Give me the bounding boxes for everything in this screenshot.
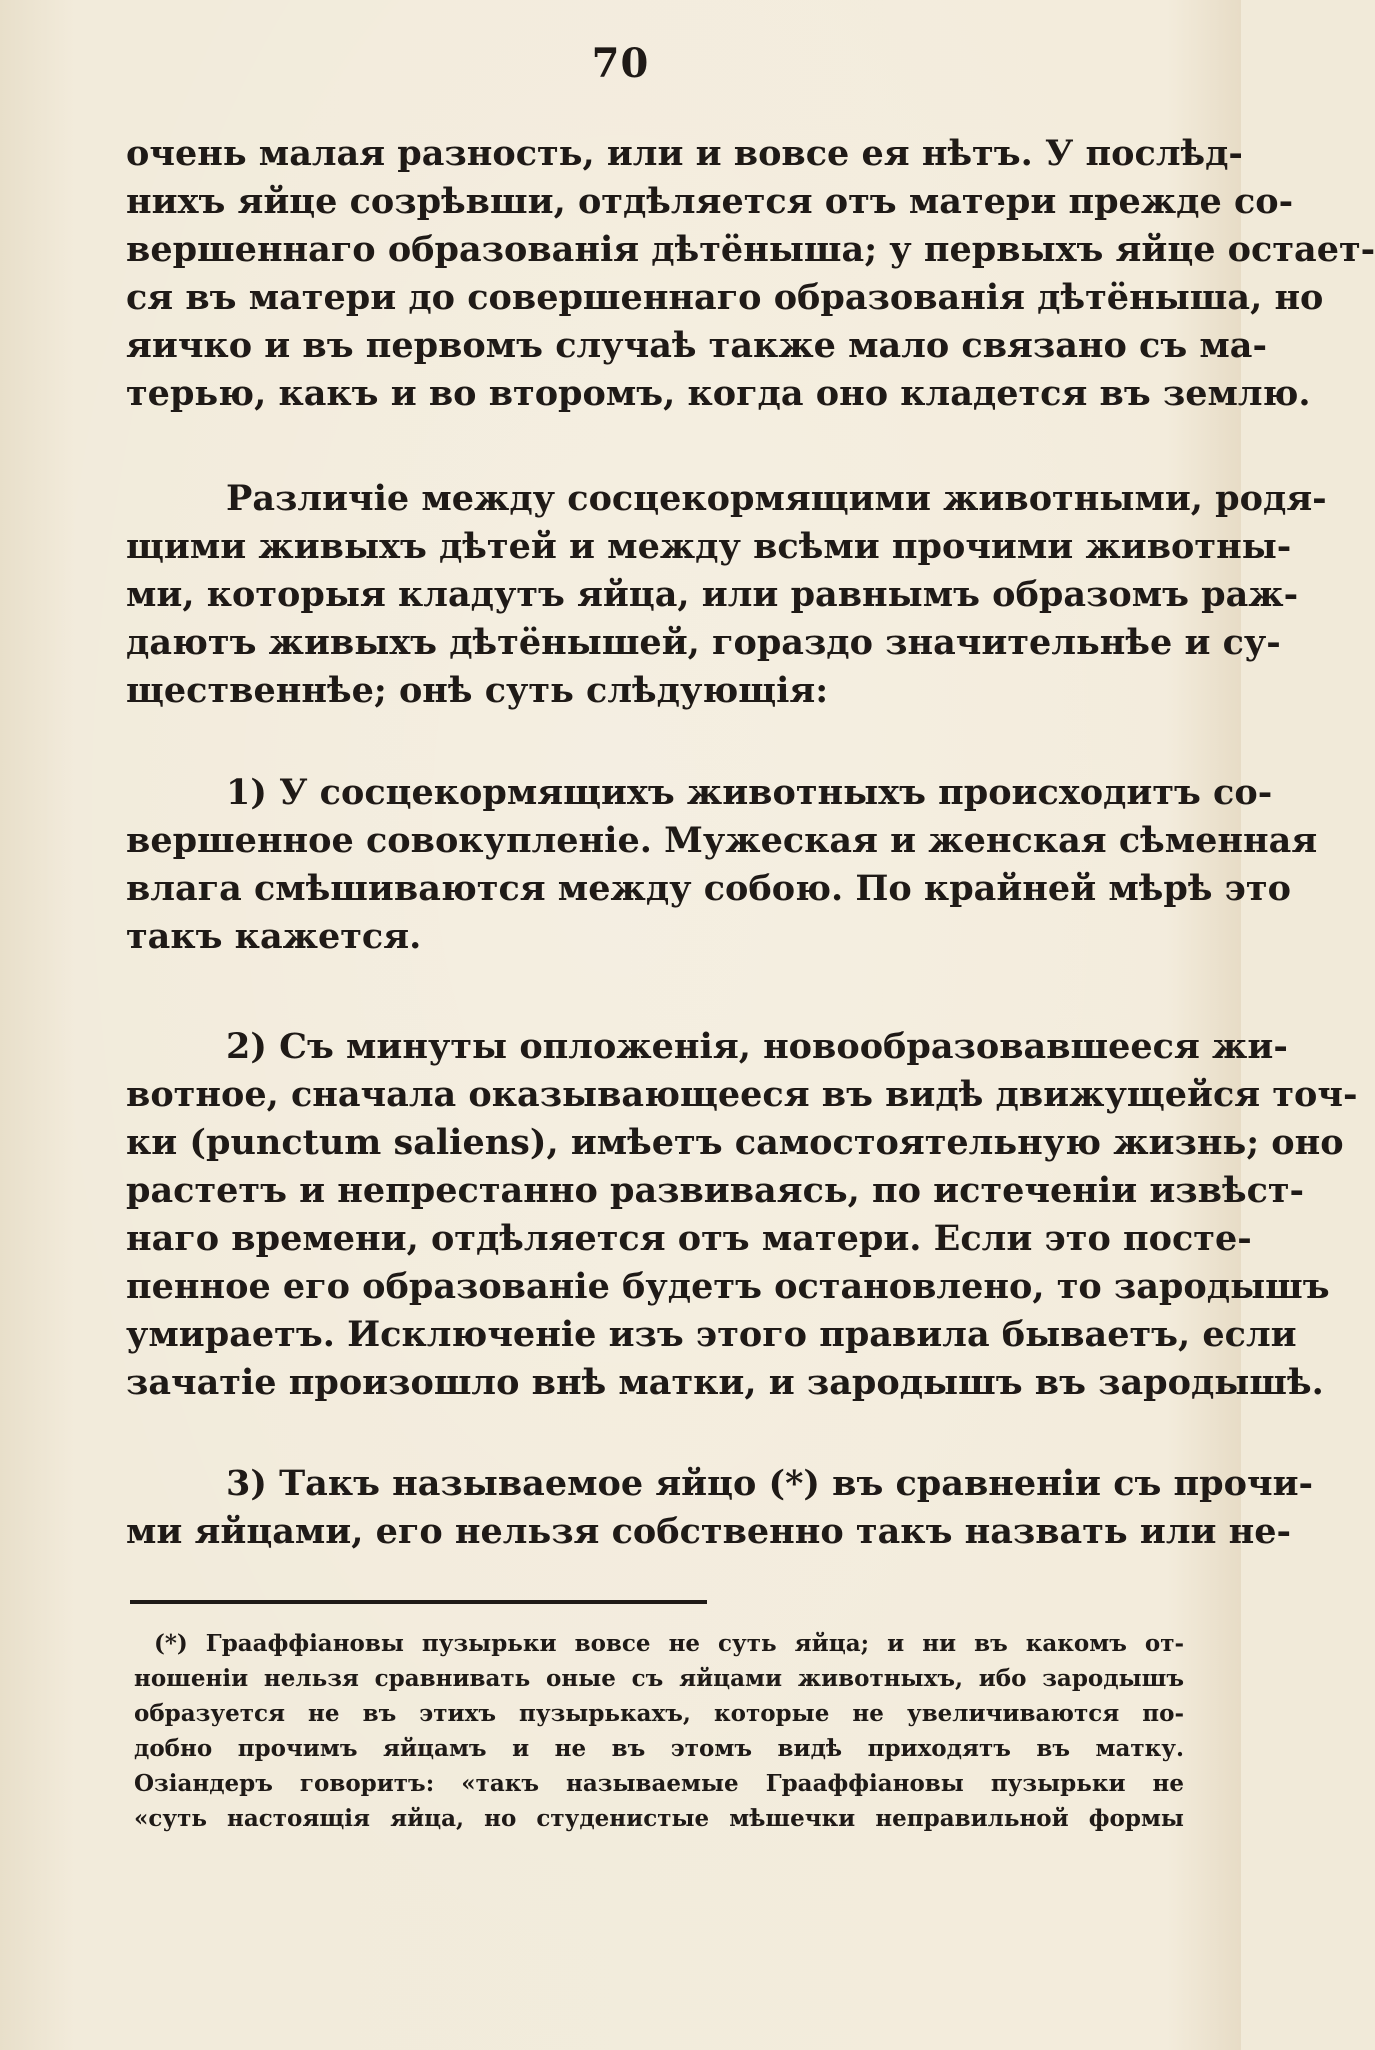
text-line: нихъ яйце созрѣвши, отдѣляется отъ матери прежде со- (126, 181, 1294, 222)
text-line: наго времени, отдѣляется отъ матери. Если это посте- (126, 1218, 1252, 1259)
footnote-divider (130, 1600, 707, 1604)
text-line: растетъ и непрестанно развиваясь, по истеченіи извѣст- (126, 1170, 1305, 1211)
text-line: вершенное совокупленіе. Мужеская и женская сѣменная (126, 820, 1318, 861)
text-line: даютъ живыхъ дѣтёнышей, гораздо значительнѣе и су- (126, 622, 1281, 663)
footnote-line: «суть настоящія яйца, но студенистые мѣшечки неправильной формы (134, 1805, 1184, 1832)
text-line: умираетъ. Исключеніе изъ этого правила бываетъ, если (126, 1314, 1297, 1355)
text-line: 3) Такъ называемое яйцо (*) въ сравненіи съ прочи- (226, 1463, 1314, 1504)
text-line: ми, которыя кладутъ яйца, или равнымъ образомъ раж- (126, 574, 1299, 615)
text-line: ми яйцами, его нельзя собственно такъ назвать или не- (126, 1511, 1292, 1552)
text-line: вершеннаго образованія дѣтёныша; у первыхъ яйце остает- (126, 229, 1375, 270)
text-line: 1) У сосцекормящихъ животныхъ происходитъ со- (226, 772, 1273, 813)
text-line: терью, какъ и во второмъ, когда оно кладется въ землю. (126, 373, 1311, 414)
paragraph-4 (126, 1023, 1358, 1407)
text-line: очень малая разность, или и вовсе ея нѣтъ. У послѣд- (126, 133, 1243, 174)
footnote (134, 1626, 1184, 1836)
text-line: пенное его образованіе будетъ остановлено, то зародышъ (126, 1266, 1330, 1307)
footnote-line: образуется не въ этихъ пузырькахъ, которые не увеличиваются по- (134, 1700, 1184, 1727)
footnote-line: (*) Грааффіановы пузырьки вовсе не суть яйца; и ни въ какомъ от- (154, 1630, 1184, 1657)
text-line: Различіе между сосцекормящими животными, родя- (226, 478, 1327, 519)
paragraph-2 (126, 475, 1327, 715)
text-line: 2) Съ минуты опложенія, новообразовавшееся жи- (226, 1026, 1288, 1067)
text-line: яичко и въ первомъ случаѣ также мало связано съ ма- (126, 325, 1268, 366)
text-line: влага смѣшиваются между собою. По крайней мѣрѣ это (126, 868, 1291, 909)
paragraph-1 (126, 130, 1375, 418)
paragraph-5 (126, 1460, 1314, 1556)
text-line: ки (punctum saliens), имѣетъ самостоятельную жизнь; оно (126, 1122, 1344, 1163)
text-line: щественнѣе; онѣ суть слѣдующія: (126, 670, 829, 711)
footnote-line: добно прочимъ яйцамъ и не въ этомъ видѣ приходятъ въ матку. (134, 1735, 1184, 1762)
text-line: вотное, сначала оказывающееся въ видѣ движущейся точ- (126, 1074, 1358, 1115)
text-line: ся въ матери до совершеннаго образованія дѣтёныша, но (126, 277, 1324, 318)
text-line: зачатіе произошло внѣ матки, и зародышъ въ зародышѣ. (126, 1362, 1324, 1403)
footnote-line: ношеніи нельзя сравнивать оные съ яйцами животныхъ, ибо зародышъ (134, 1665, 1184, 1692)
text-line: такъ кажется. (126, 916, 422, 957)
page-number: 70 (591, 40, 650, 87)
text-line: щими живыхъ дѣтей и между всѣми прочими животны- (126, 526, 1292, 567)
footnote-line: Озіандеръ говоритъ: «такъ называемые Грааффіановы пузырьки не (134, 1770, 1184, 1797)
paragraph-3 (126, 769, 1318, 961)
